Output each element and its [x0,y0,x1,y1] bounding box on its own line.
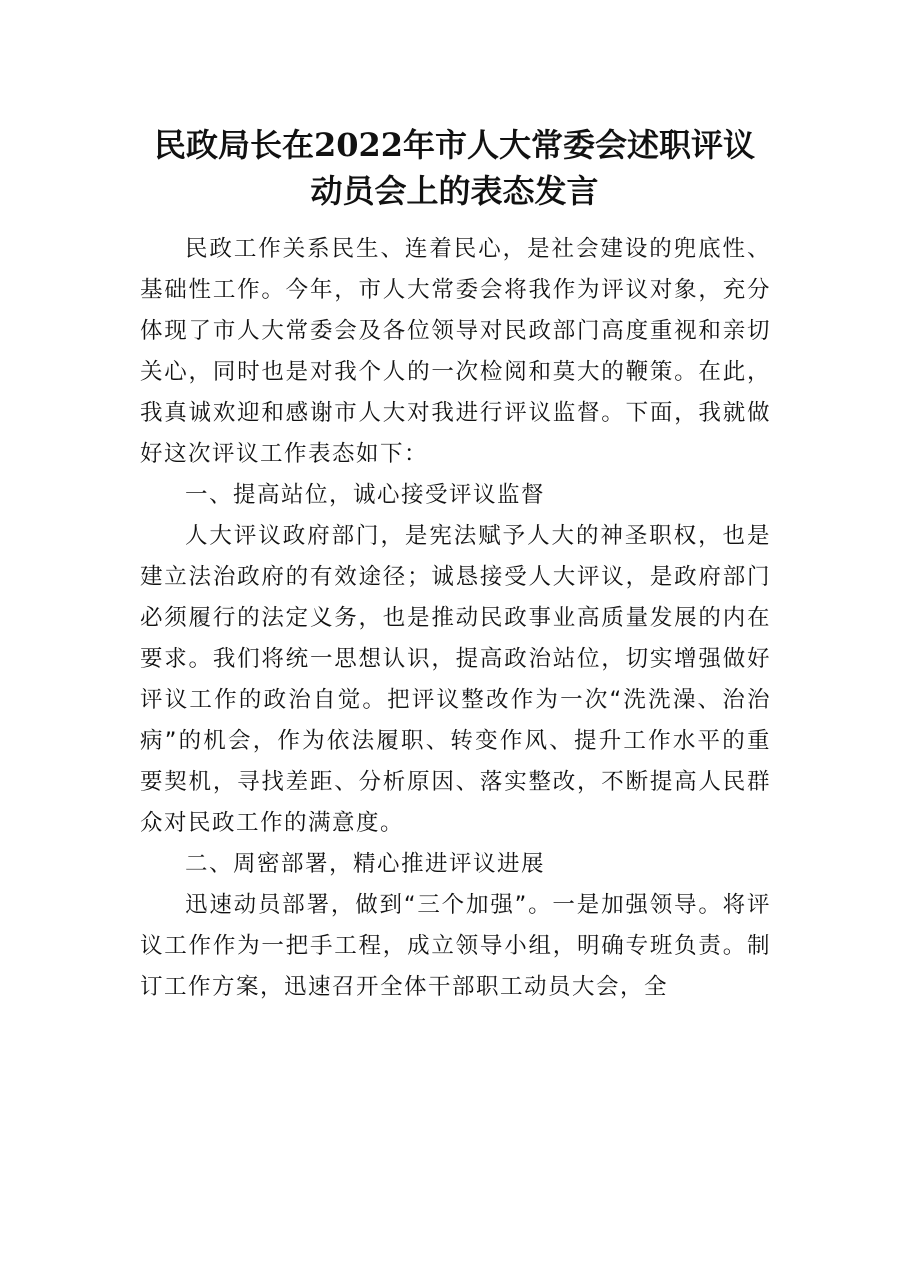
paragraph-intro: 民政工作关系民生、连着民心，是社会建设的兜底性、基础性工作。今年，市人大常委会将我作为评议对象，充分体现了市人大常委会及各位领导对民政部门高度重视和亲切关心，同时也是对我个人的一次检阅和莫大的鞭策。在此，我真诚欢迎和感谢市人大对我进行评议监督。下面，我就做好这次评议工作表态如下： [140,236,771,467]
section-heading-1: 一、提高站位，诚心接受评议监督 [185,482,546,508]
paragraph-section-1: 人大评议政府部门，是宪法赋予人大的神圣职权，也是建立法治政府的有效途径；诚恳接受人大评议，是政府部门必须履行的法定义务，也是推动民政事业高质量发展的内在要求。我们将统一思想认识，提高政治站位，切实增强做好评议工作的政治自觉。把评议整改作为一次“洗洗澡、治治病”的机会，作为依法履职、转变作风、提升工作水平的重要契机，寻找差距、分析原因、落实整改，不断提高人民群众对民政工作的满意度。 [140,523,771,836]
document-title-line-1: 民政局长在2022年市人大常委会述职评议 [153,126,756,164]
section-heading-2: 二、周密部署，精心推进评议进展 [185,851,546,877]
document-body [140,229,771,1008]
document-title-line-2: 动员会上的表态发言 [310,172,599,210]
paragraph-section-2: 迅速动员部署，做到“三个加强”。一是加强领导。将评议工作作为一把手工程，成立领导小组，明确专班负责。制订工作方案，迅速召开全体干部职工动员大会，全 [140,892,771,1000]
